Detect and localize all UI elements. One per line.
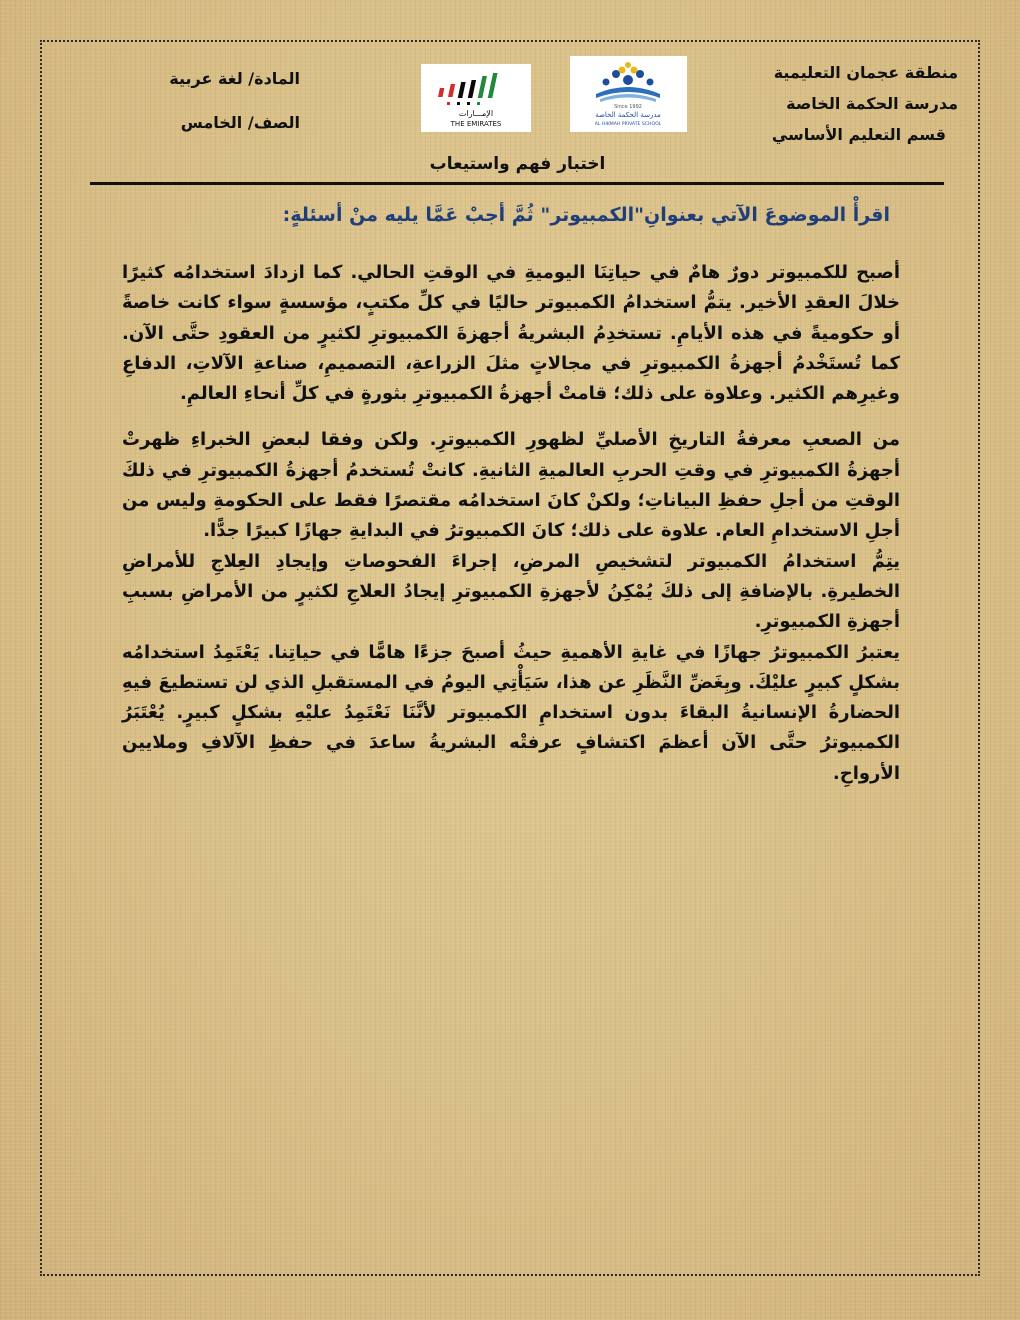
education-zone: منطقة عجمان التعليمية: [773, 63, 958, 82]
reading-passage: [122, 258, 900, 789]
department: قسم التعليم الأساسي: [771, 125, 946, 144]
school-logo-name-en: AL HIKMAH PRIVATE SCHOOL: [594, 122, 662, 127]
emirates-logo-name-en: THE EMIRATES: [450, 120, 502, 128]
paragraph-3: يتِمُّ استخدامُ الكمبيوتر لتشخيصِ المرضِ، إجراءَ الفحوصاتِ وإيجادِ العِلاجِ للأمراضِ الخطيرةِ. بالإضافةِ إلى ذلكَ يُمْكِنُ لأجهزةِ الكمبيوترِ إيجادُ العلاجِ لكثيرٍ من الأمراضِ بسببِ أجهزةِ الكمبيوترِ.: [122, 550, 900, 633]
paragraph-2: من الصعبِ معرفةُ التاريخِ الأصليِّ لظهورِ الكمبيوترِ. ولكن وفقا لبعضِ الخبراءِ ظهرتْ أجهزةُ الكمبيوترِ في وقتِ الحربِ العالميةِ الثانيةِ. كانتْ تُستخدمُ أجهزةُ الكمبيوترِ في ذلكَ الوقتِ من أجلِ حفظِ البياناتِ؛ ولكنْ كانَ استخدامُه مقتصرًا فقط على الحكومةِ وليس من أجلِ الاستخدامِ العام. علاوة على ذلك؛ كانَ الكمبيوترُ في البدايةِ جهازًا كبيرًا جدًّا.: [122, 429, 900, 542]
page-title: اختبار فهم واستيعاب: [429, 154, 606, 174]
grade-label: الصف/ الخامس: [180, 113, 300, 132]
paragraph-1: أصبح للكمبيوتر دورٌ هامٌ في حياتِنَا اليوميةِ في الوقتِ الحالي. كما ازدادَ استخدامُه كثيرًا خلالَ العقدِ الأخير. يتمُّ استخدامُ الكمبيوتر حاليًا في كلِّ مكتبٍ، مؤسسةٍ سواء كانت خاصةً أو حكوميةً في هذه الأيامِ. تستخدِمُ البشريةُ أجهزةَ الكمبيوترِ لكثيرٍ من العقودِ حتَّى الآن. كما تُستَخْدمُ أجهزةُ الكمبيوترِ في مجالاتٍ مثلَ الزراعةِ، التصميمِ، صناعةِ الآلاتِ، الدفاعِ وغيرِهم الكثير. وعلاوة على ذلك؛ قامتْ أجهزةُ الكمبيوترِ بثورةٍ في كلِّ أنحاءِ العالمِ.: [122, 262, 900, 405]
school-name: مدرسة الحكمة الخاصة: [786, 94, 958, 113]
exam-info: [150, 57, 300, 145]
school-logo-since: Since 1992: [614, 104, 642, 110]
subject-label: المادة/ لغة عربية: [169, 69, 300, 88]
school-logo: [570, 56, 687, 132]
emirates-logo: [421, 64, 531, 132]
title-underline: [90, 182, 944, 185]
school-info: [728, 57, 958, 150]
instruction: اقرأْ الموضوعَ الآتي بعنوانِ"الكمبيوتر" ثُمَّ أجبْ عَمَّا يليه منْ أسئلةٍ:: [282, 204, 890, 226]
paragraph-4: يعتبرُ الكمبيوترُ جهازًا في غايةِ الأهميةِ حيثُ أصبحَ جزءًا هامًّا في حياتِنا. يَعْتَمِدُ استخدامُه بشكلٍ كبيرٍ عليْكَ. وبِغَضِّ النَّظَرِ عن هذا، سَيَأْتِي اليومُ في المستقبلِ الذي لن تستطيعَ فيهِ الحضارةُ الإنسانيةُ البقاءَ بدون استخدامِ الكمبيوتر لأنَّنَا نَعْتَمِدُ عليْهِ بشكلٍ كبيرٍ. يُعْتَبَرُ الكمبيوترُ حتَّى الآن أعظمَ اكتشافٍ عرفتْه البشريةُ ساعدَ في حفظِ الآلافِ وملايين الأرواحِ.: [122, 641, 900, 784]
emirates-logo-name-ar: الإمـــارات: [458, 109, 494, 118]
school-logo-name-ar: مدرسة الحكمة الخاصة: [595, 111, 661, 119]
